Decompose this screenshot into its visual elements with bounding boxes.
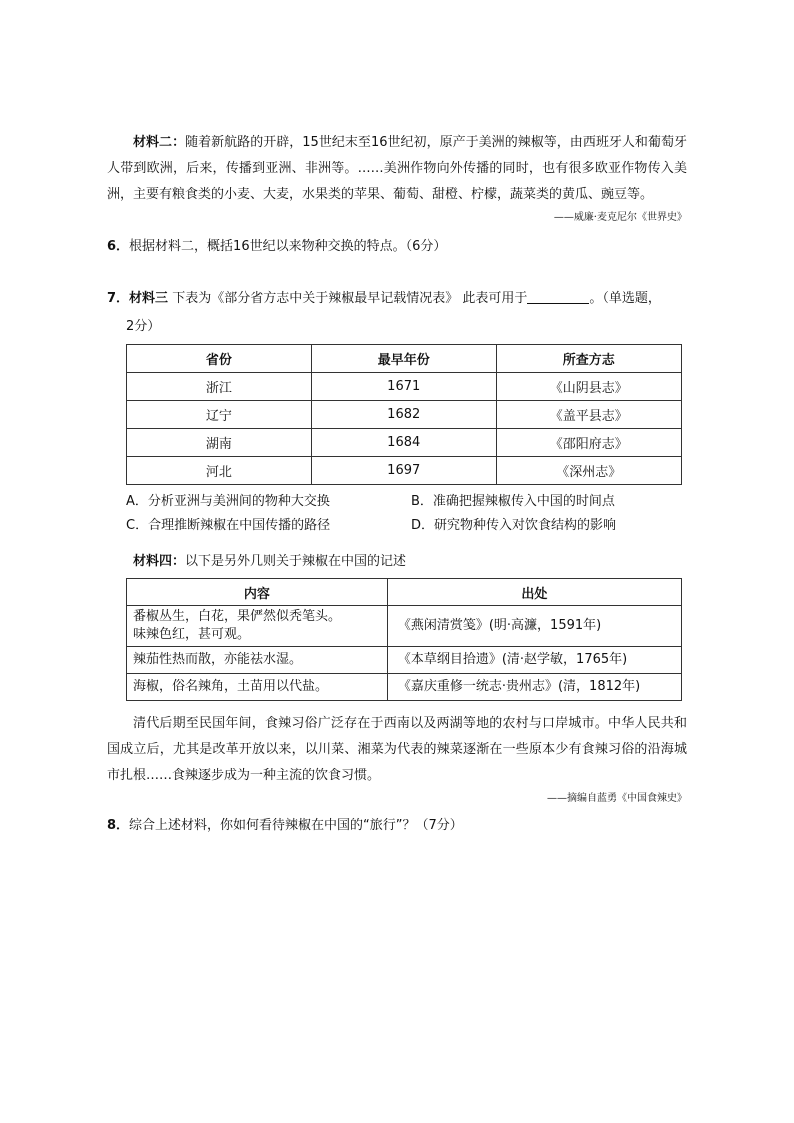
- header-province: 省份: [127, 345, 312, 373]
- cell-year: 1671: [311, 373, 496, 401]
- cell-year: 1684: [311, 429, 496, 457]
- table-row: [127, 457, 682, 485]
- question-8-text: 综合上述材料，你如何看待辣椒在中国的“旅行”？（7分）: [129, 818, 463, 833]
- cell-province: 辽宁: [127, 401, 312, 429]
- cell-source: 《本草纲目拾遗》(清·赵学敏，1765年): [387, 647, 681, 674]
- cell-gazetteer: 《邵阳府志》: [496, 429, 681, 457]
- option-d[interactable]: D．研究物种传入对饮食结构的影响: [411, 518, 617, 533]
- question-7-text-after: 。（单选题，: [589, 291, 661, 306]
- cell-content: 番椒丛生，白花，果俨然似秃笔头。 味辣色红，甚可观。: [127, 606, 388, 647]
- material3-table: [126, 344, 682, 485]
- page-content: [107, 130, 687, 839]
- question-8: [107, 813, 687, 839]
- table-row: [127, 373, 682, 401]
- material2-paragraph: [107, 130, 687, 208]
- cell-source: 《燕闲清赏笺》(明·高濂，1591年): [387, 606, 681, 647]
- table-row: [127, 647, 682, 674]
- option-a[interactable]: A．分析亚洲与美洲间的物种大交换: [126, 494, 330, 509]
- cell-year: 1697: [311, 457, 496, 485]
- header-earliest-year: 最早年份: [311, 345, 496, 373]
- material4-source: ——摘编自蓝勇《中国食辣史》: [547, 793, 687, 804]
- cell-gazetteer: 《深州志》: [496, 457, 681, 485]
- option-b[interactable]: B．准确把握辣椒传入中国的时间点: [411, 494, 615, 509]
- table-header-row: [127, 579, 682, 606]
- question-6: [107, 234, 687, 260]
- table-row: [127, 429, 682, 457]
- cell-content: 辣茄性热而散，亦能祛水湿。: [127, 647, 388, 674]
- question-6-text: 根据材料二，概括16世纪以来物种交换的特点。（6分）: [129, 239, 447, 254]
- cell-gazetteer: 《盖平县志》: [496, 401, 681, 429]
- question-6-number: 6．: [107, 239, 130, 254]
- table-header-row: [127, 345, 682, 373]
- material4-intro-text: 以下是另外几则关于辣椒在中国的记述: [185, 554, 407, 569]
- cell-content: 海椒，俗名辣角，土苗用以代盐。: [127, 674, 388, 701]
- question-7-number: 7．: [107, 291, 130, 306]
- cell-province: 河北: [127, 457, 312, 485]
- material4-label: 材料四：: [133, 554, 186, 569]
- answer-blank[interactable]: [527, 289, 589, 304]
- question-7-text-before: 下表为《部分省方志中关于辣椒最早记载情况表》 此表可用于: [168, 291, 528, 306]
- material2-label: 材料二：: [133, 135, 186, 150]
- question-8-number: 8．: [107, 818, 130, 833]
- cell-province: 湖南: [127, 429, 312, 457]
- header-content: 内容: [127, 579, 388, 606]
- material4-table: [126, 578, 682, 701]
- header-gazetteer: 所查方志: [496, 345, 681, 373]
- table-row: [127, 401, 682, 429]
- table-row: [127, 674, 682, 701]
- option-c[interactable]: C．合理推断辣椒在中国传播的路径: [126, 518, 331, 533]
- question-7-options: [126, 490, 687, 538]
- cell-year: 1682: [311, 401, 496, 429]
- cell-province: 浙江: [127, 373, 312, 401]
- material4-intro: [133, 552, 687, 572]
- material4-paragraph: 清代后期至民国年间，食辣习俗广泛存在于西南以及两湖等地的农村与口岸城市。中华人民共和国成立后，尤其是改革开放以来，以川菜、湘菜为代表的辣菜逐渐在一些原本少有食辣习俗的沿海城市扎根……食辣逐步成为一种主流的饮食习惯。: [107, 716, 687, 783]
- header-source: 出处: [387, 579, 681, 606]
- question-7: [107, 286, 687, 312]
- material3-label: 材料三: [129, 291, 169, 306]
- cell-source: 《嘉庆重修一统志·贵州志》(清，1812年): [387, 674, 681, 701]
- material2-source: ——威廉·麦克尼尔《世界史》: [553, 212, 687, 223]
- table-row: [127, 606, 682, 647]
- cell-gazetteer: 《山阴县志》: [496, 373, 681, 401]
- question-7-line2: 2分）: [126, 319, 161, 334]
- material2-text: 随着新航路的开辟，15世纪末至16世纪初，原产于美洲的辣椒等，由西班牙人和葡萄牙人带到欧洲，后来，传播到亚洲、非洲等。……美洲作物向外传播的同时，也有很多欧亚作物传入美洲，主要有粮食类的小麦、大麦，水果类的苹果、葡萄、甜橙、柠檬，蔬菜类的黄瓜、豌豆等。: [107, 135, 687, 202]
